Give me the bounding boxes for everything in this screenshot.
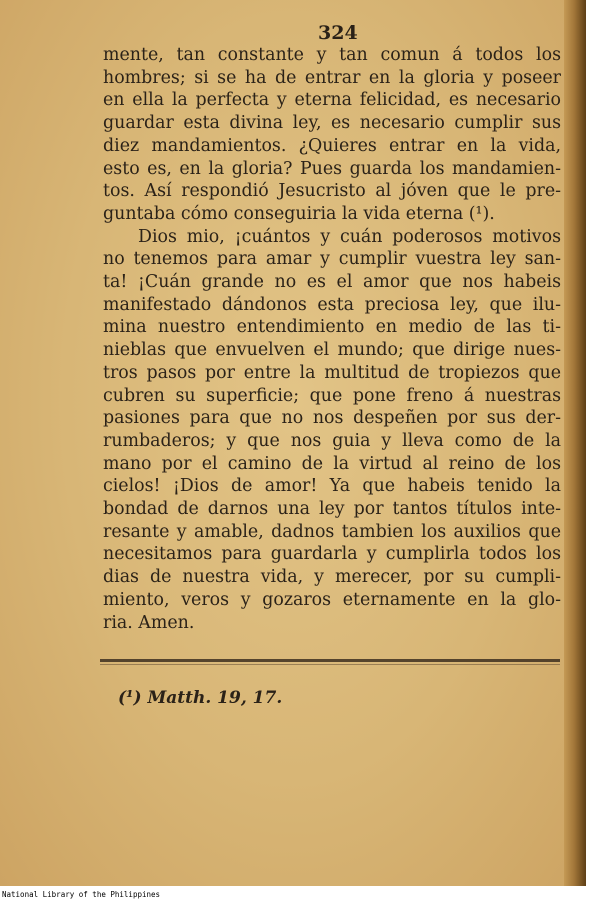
text-line: ria. Amen. [103, 612, 195, 633]
text-line: necesitamos para guardarla y cumplirla todos los [103, 544, 561, 565]
text-line: mina nuestro entendimiento en medio de las ti- [103, 317, 561, 338]
text-line: bondad de darnos una ley por tantos títulos inte- [103, 499, 561, 520]
text-line: guntaba cómo conseguiria la vida eterna (¹). [103, 203, 495, 224]
text-line: diez mandamientos. ¿Quieres entrar en la vida, [103, 135, 561, 156]
book-spine-edge [564, 0, 586, 886]
text-line: Dios mio, ¡cuántos y cuán poderosos motivos [138, 226, 561, 247]
text-line: guardar esta divina ley, es necesario cumplir sus [103, 113, 561, 134]
text-line: resante y amable, dadnos tambien los auxilios que [103, 521, 561, 542]
section-rule-thin [100, 664, 560, 665]
text-line: cubren su superficie; que pone freno á nuestras [103, 385, 561, 406]
text-line: cielos! ¡Dios de amor! Ya que habeis tenido la [103, 476, 561, 497]
text-line: tos. Así respondió Jesucristo al jóven que le pre- [103, 181, 561, 202]
footnote: (¹) Matth. 19, 17. [118, 688, 283, 708]
text-line: mente, tan constante y tan comun á todos los [103, 45, 561, 65]
text-line: nieblas que envuelven el mundo; que dirige nues- [103, 340, 561, 361]
page-number: 324 [318, 22, 358, 44]
text-line: dias de nuestra vida, y merecer, por su cumpli- [103, 567, 561, 588]
text-line: manifestado dándonos esta preciosa ley, que ilu- [103, 294, 561, 315]
section-rule [100, 659, 560, 662]
text-line: mano por el camino de la virtud al reino de los [103, 453, 561, 474]
body-text [103, 44, 561, 634]
text-line: esto es, en la gloria? Pues guarda los mandamien- [103, 158, 561, 179]
text-line: no tenemos para amar y cumplir vuestra ley san- [103, 249, 561, 270]
text-line: miento, veros y gozaros eternamente en la glo- [103, 589, 561, 610]
text-line: pasiones para que no nos despeñen por sus der- [103, 408, 561, 429]
text-line: rumbaderos; y que nos guia y lleva como de la [103, 430, 561, 451]
text-line: hombres; si se ha de entrar en la gloria y poseer [103, 67, 561, 88]
library-credit: National Library of the Philippines [2, 890, 161, 899]
text-line: tros pasos por entre la multitud de tropiezos que [103, 362, 561, 383]
text-line: ta! ¡Cuán grande no es el amor que nos habeis [103, 272, 561, 293]
text-line: en ella la perfecta y eterna felicidad, es necesario [103, 90, 561, 111]
